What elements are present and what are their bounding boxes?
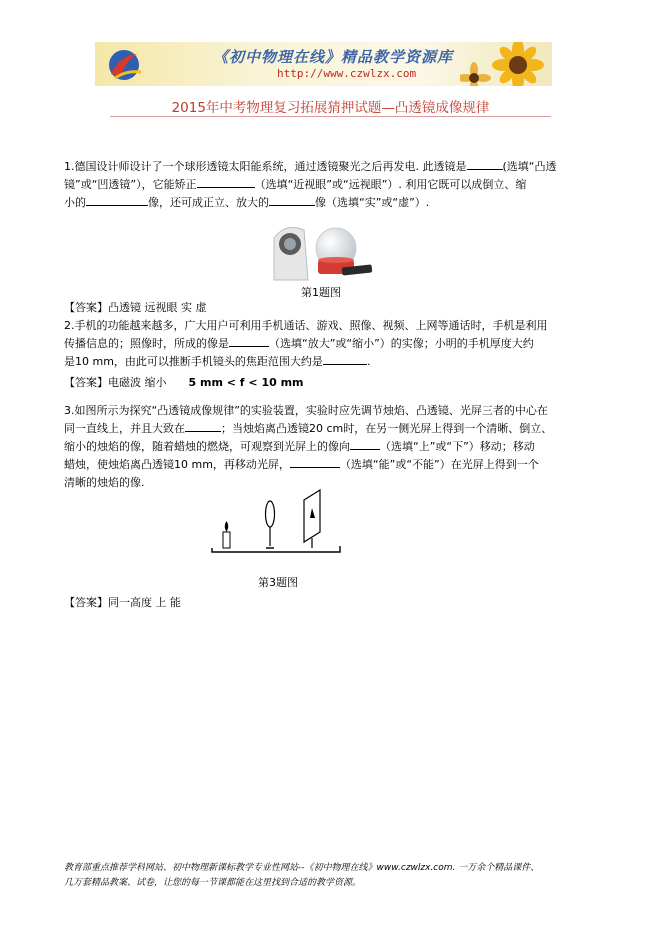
q3-line-1: 3.如图所示为探究“凸透镜成像规律”的实验装置，实验时应先调节烛焰、凸透镜、光屏三者的中心在 [64, 404, 548, 417]
q3-line-3 [64, 438, 535, 456]
q1-text: （选填“近视眼”或“远视眼”）. 利用它既可以成倒立、缩 [254, 178, 527, 191]
answer-blank [86, 194, 148, 206]
answer-blank [197, 176, 255, 188]
q3-line-2 [64, 420, 552, 438]
q1-line-1 [64, 158, 557, 176]
q1-text: 像（选填“实”或“虚”）. [315, 196, 430, 209]
q3-text: 同一直线上，并且大致在 [64, 422, 185, 435]
q2-answer [64, 374, 304, 392]
document-title: 2015年中考物理复习拓展猜押试题—凸透镜成像规律 [171, 100, 490, 116]
q2-line-3 [64, 353, 370, 371]
q3-text: 缩小的烛焰的像，随着蜡烛的燃烧，可观察到光屏上的像向 [64, 440, 350, 453]
answer-blank [350, 438, 380, 450]
title-divider [110, 116, 551, 117]
q3-text: （选填“上”或“下”）移动；移动 [380, 440, 535, 453]
q2-answer-text: 【答案】电磁波 缩小 [64, 376, 167, 389]
q3-line-5: 清晰的烛焰的像. [64, 476, 145, 489]
q1-line-2 [64, 176, 526, 194]
q1-text: 小的 [64, 196, 86, 209]
site-logo-icon [101, 48, 147, 82]
footer-line-2: 几万套精品教案、试卷，让您的每一节课都能在这里找到合适的教学资源。 [64, 878, 362, 888]
q3-line-4 [64, 456, 539, 474]
q1-line-3 [64, 194, 429, 212]
q2-line-2 [64, 335, 534, 353]
q1-figure-caption: 第1题图 [301, 286, 341, 299]
answer-blank [269, 194, 315, 206]
q1-text: (选填“凸透 [502, 160, 557, 173]
page-footer [64, 861, 539, 891]
q3-figure-caption: 第3题图 [258, 576, 298, 589]
header-banner [95, 42, 552, 86]
answer-blank [467, 158, 503, 170]
q2-text: 是10 mm，由此可以推断手机镜头的焦距范围大约是 [64, 355, 323, 368]
q2-text: （选填“放大”或“缩小”）的实像；小明的手机厚度大约 [269, 337, 534, 350]
sunflower-icon [460, 42, 546, 86]
answer-blank [229, 335, 269, 347]
q3-text: ；当烛焰离凸透镜20 cm时，在另一侧光屏上得到一个清晰、倒立、 [221, 422, 553, 435]
answer-blank [185, 420, 221, 432]
banner-url[interactable]: http://www.czwlzx.com [277, 67, 417, 80]
footer-line-1: 教育部重点推荐学科网站、初中物理新课标教学专业性网站--《初中物理在线》www.czwlzx.com. 一万余个精品课件、 [64, 863, 540, 873]
answer-blank [290, 456, 340, 468]
q1-text: 镜”或“凹透镜”），它能矫正 [64, 178, 197, 191]
q2-text: . [366, 355, 371, 368]
q2-line-1: 2.手机的功能越来越多，广大用户可利用手机通话、游戏、照像、视频、上网等通话时，手机是利用 [64, 319, 548, 332]
q1-answer: 【答案】凸透镜 远视眼 实 虚 [64, 301, 207, 314]
q1-figure-solar-lens-devices [264, 220, 380, 282]
q2-text: 传播信息的；照像时，所成的像是 [64, 337, 229, 350]
q2-answer-formula: 5 mm < f < 10 mm [188, 376, 304, 389]
answer-blank [323, 353, 367, 365]
q1-text: 像，还可成正立、放大的 [148, 196, 269, 209]
q3-text: （选填“能”或“不能”）在光屏上得到一个 [339, 458, 539, 471]
q3-figure-optical-bench [208, 488, 344, 566]
q3-text: 蜡烛，使烛焰离凸透镜10 mm，再移动光屏， [64, 458, 290, 471]
q1-text: 1.德国设计师设计了一个球形透镜太阳能系统，通过透镜聚光之后再发电. 此透镜是 [64, 160, 467, 173]
q3-answer: 【答案】同一高度 上 能 [64, 596, 181, 609]
banner-title: 《初中物理在线》精品教学资源库 [213, 48, 454, 66]
